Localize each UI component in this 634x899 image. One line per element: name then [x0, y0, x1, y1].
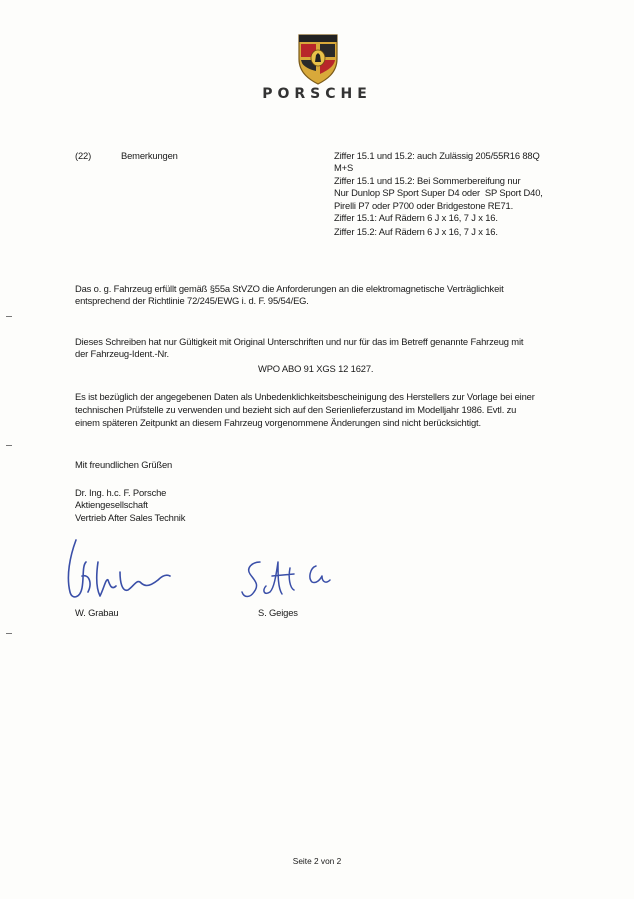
remarks-line: Ziffer 15.1 und 15.2: Bei Sommerbereifung nur [334, 175, 521, 186]
vehicle-id-number: WPO ABO 91 XGS 12 1627. [258, 363, 374, 374]
fold-mark [6, 316, 12, 317]
remarks-line: Nur Dunlop SP Sport Super D4 oder SP Sport D40, [334, 187, 543, 198]
page-number: Seite 2 von 2 [292, 856, 342, 866]
remarks-line: Pirelli P7 oder P700 oder Bridgestone RE71. [334, 200, 514, 211]
brand-wordmark: PORSCHE [262, 86, 372, 102]
signatory-name-left: W. Grabau [75, 607, 119, 618]
company-line: Dr. Ing. h.c. F. Porsche [75, 487, 167, 498]
paragraph-line: entsprechend der Richtlinie 72/245/EWG i. d. F. 95/54/EG. [75, 295, 309, 306]
paragraph-line: einem späteren Zeitpunkt an diesem Fahrzeug vorgenommene Änderungen sind nicht berücksichtigt. [75, 417, 481, 428]
fold-mark [6, 445, 12, 446]
paragraph-line: Es ist bezüglich der angegebenen Daten als Unbedenklichkeitsbescheinigung des Herstellers zur Vorlage bei einer [75, 391, 535, 402]
remarks-number: (22) [75, 150, 92, 161]
remarks-line: M+S [334, 162, 354, 173]
remarks-line: Ziffer 15.1: Auf Rädern 6 J x 16, 7 J x 16. [334, 212, 498, 223]
paragraph-line: Dieses Schreiben hat nur Gültigkeit mit Original Unterschriften und nur für das im Betreff genannte Fahrzeug mit [75, 336, 524, 347]
signature-geiges [238, 556, 354, 606]
signature-grabau [62, 536, 174, 616]
porsche-crest-logo [296, 27, 340, 85]
remarks-line: Ziffer 15.1 und 15.2: auch Zulässig 205/55R16 88Q [334, 150, 540, 161]
company-line: Vertrieb After Sales Technik [75, 512, 186, 523]
paragraph-line: technischen Prüfstelle zu verwenden und bezieht sich auf den Serienlieferzustand im Modelljahr 1986. Evtl. zu [75, 404, 517, 415]
signatory-name-right: S. Geiges [258, 607, 298, 618]
remarks-label: Bemerkungen [121, 150, 178, 161]
paragraph-line: Das o. g. Fahrzeug erfüllt gemäß §55a StVZO die Anforderungen an die elektromagnetische Verträglichkeit [75, 283, 504, 294]
remarks-line: Ziffer 15.2: Auf Rädern 6 J x 16, 7 J x 16. [334, 226, 498, 237]
company-line: Aktiengesellschaft [75, 499, 148, 510]
fold-mark [6, 633, 12, 634]
closing-greeting: Mit freundlichen Grüßen [75, 459, 173, 470]
paragraph-line: der Fahrzeug-Ident.-Nr. [75, 348, 169, 359]
